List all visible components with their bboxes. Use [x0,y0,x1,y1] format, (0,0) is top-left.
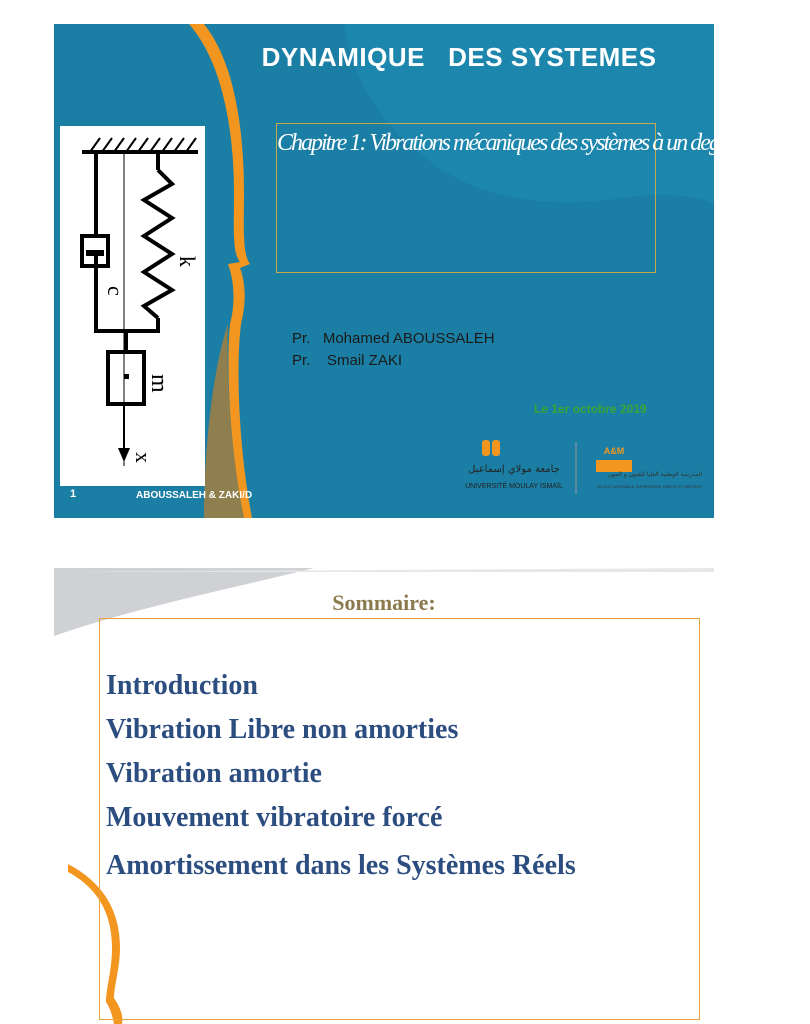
mass-spring-damper-diagram [60,126,205,486]
toc-item-introduction: Introduction [106,670,258,701]
toc-item-free-vibration: Vibration Libre non amorties [106,714,459,745]
university-latin-name: UNIVERSITÉ MOULAY ISMAÏL [465,483,563,490]
title-slide [54,24,810,518]
summary-title: Sommaire: [332,590,436,615]
slide-subtitle: Chapitre 1: Vibrations mécaniques des systèmes à un degré de liberté [277,130,810,156]
slide-title: DYNAMIQUE DES SYSTEMES [261,42,657,72]
mass-label: m [146,374,172,393]
university-logo [465,438,563,490]
toc-item-real-damping: Amortissement dans les Systèmes Réels [106,850,576,881]
slide-number: 1 [70,488,77,500]
summary-slide [54,568,714,1024]
table-of-contents [106,664,576,888]
university-arabic-name: جامعة مولاي إسماعيل [468,464,560,475]
spring-label: k [175,256,200,267]
author-2: Pr. Smail ZAKI [292,352,403,369]
slide-footer: ABOUSSALEH & ZAKI/D [136,490,253,501]
school-arabic-name: المدرسة الوطنية العليا للفنون و المهن [607,471,702,478]
toc-item-forced-vibration: Mouvement vibratoire forcé [106,802,443,833]
displacement-label: x [131,452,156,463]
authors-block [292,328,495,372]
subtitle-box [276,123,810,273]
school-logo [596,440,702,489]
institution-logos [465,436,704,498]
author-1: Pr. Mohamed ABOUSSALEH [292,330,495,347]
school-abbr: A&M [603,446,625,456]
presentation-date: Le 1er octobre 2019 [534,402,647,416]
damper-label: c [103,286,128,296]
school-latin-name: ÉCOLE NATIONALE SUPÉRIEURE D'ARTS ET MÉTIERS [597,484,702,489]
toc-item-damped-vibration: Vibration amortie [106,758,322,789]
